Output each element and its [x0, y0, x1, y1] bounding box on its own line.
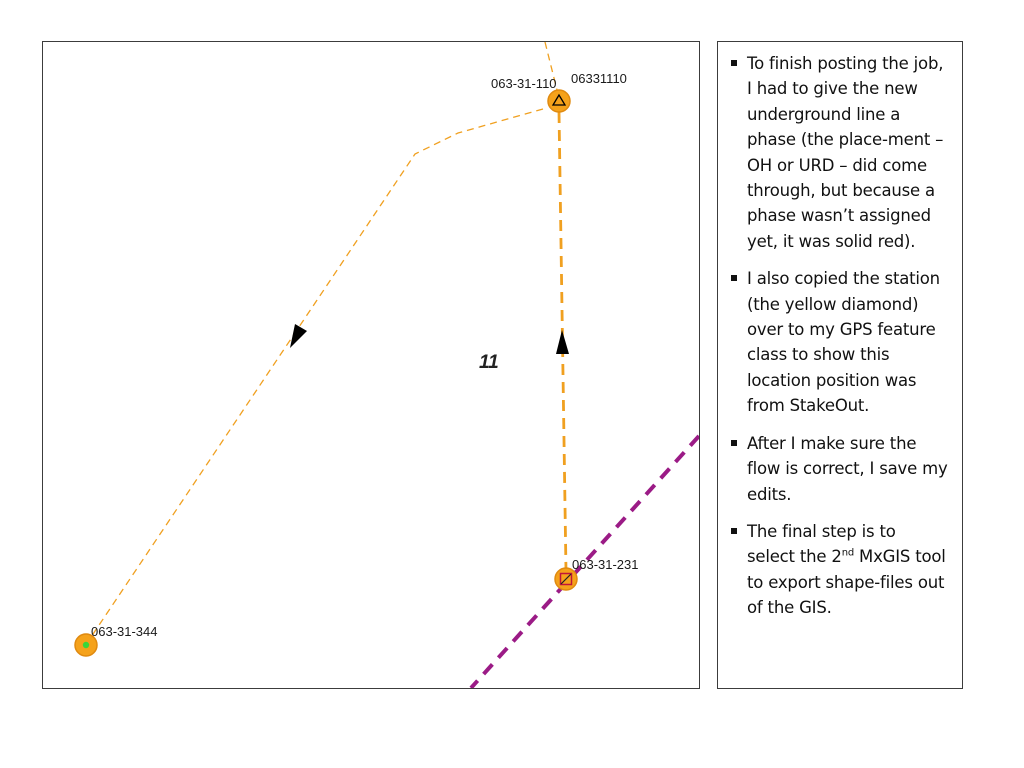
flow-arrow-overhead: [290, 324, 307, 348]
note-text-after: MxGIS tool to export shape-files out of the GIS.: [747, 547, 946, 618]
note-item: [730, 266, 948, 418]
note-item: [730, 519, 948, 621]
notes-panel: [717, 41, 963, 689]
note-text: After I make sure the flow is correct, I save my edits.: [747, 433, 948, 504]
device-node-063-31-110[interactable]: [548, 90, 570, 112]
note-text: To finish posting the job, I had to give the new underground line a phase (the place-ment – OH or URD – did come through, but because a phase wasn’t assigned yet, it was solid red).: [747, 54, 944, 251]
node-label-063-31-344: 063-31-344: [91, 624, 158, 639]
endpoint-dot-icon: [83, 642, 89, 648]
flow-arrow-underground: [556, 330, 569, 354]
overhead-line: [85, 109, 543, 646]
note-item: [730, 431, 948, 507]
note-text: I also copied the station (the yellow diamond) over to my GPS feature class to show this location position was from StakeOut.: [747, 269, 940, 416]
square-bullet-icon: [731, 528, 737, 534]
node-label-063-31-110: 063-31-110: [491, 76, 557, 91]
note-superscript: nd: [841, 547, 854, 559]
note-item: [730, 51, 948, 254]
square-bullet-icon: [731, 440, 737, 446]
note-text-before: The final step is to select the 2: [747, 521, 896, 567]
area-number-label: 11: [479, 352, 499, 373]
node-label-063-31-231: 063-31-231: [572, 557, 639, 572]
node-label-06331110: 06331110: [571, 71, 627, 86]
square-bullet-icon: [731, 275, 737, 281]
map-canvas[interactable]: [43, 42, 699, 688]
map-view[interactable]: [42, 41, 700, 689]
square-bullet-icon: [731, 60, 737, 66]
notes-list: [718, 42, 962, 621]
